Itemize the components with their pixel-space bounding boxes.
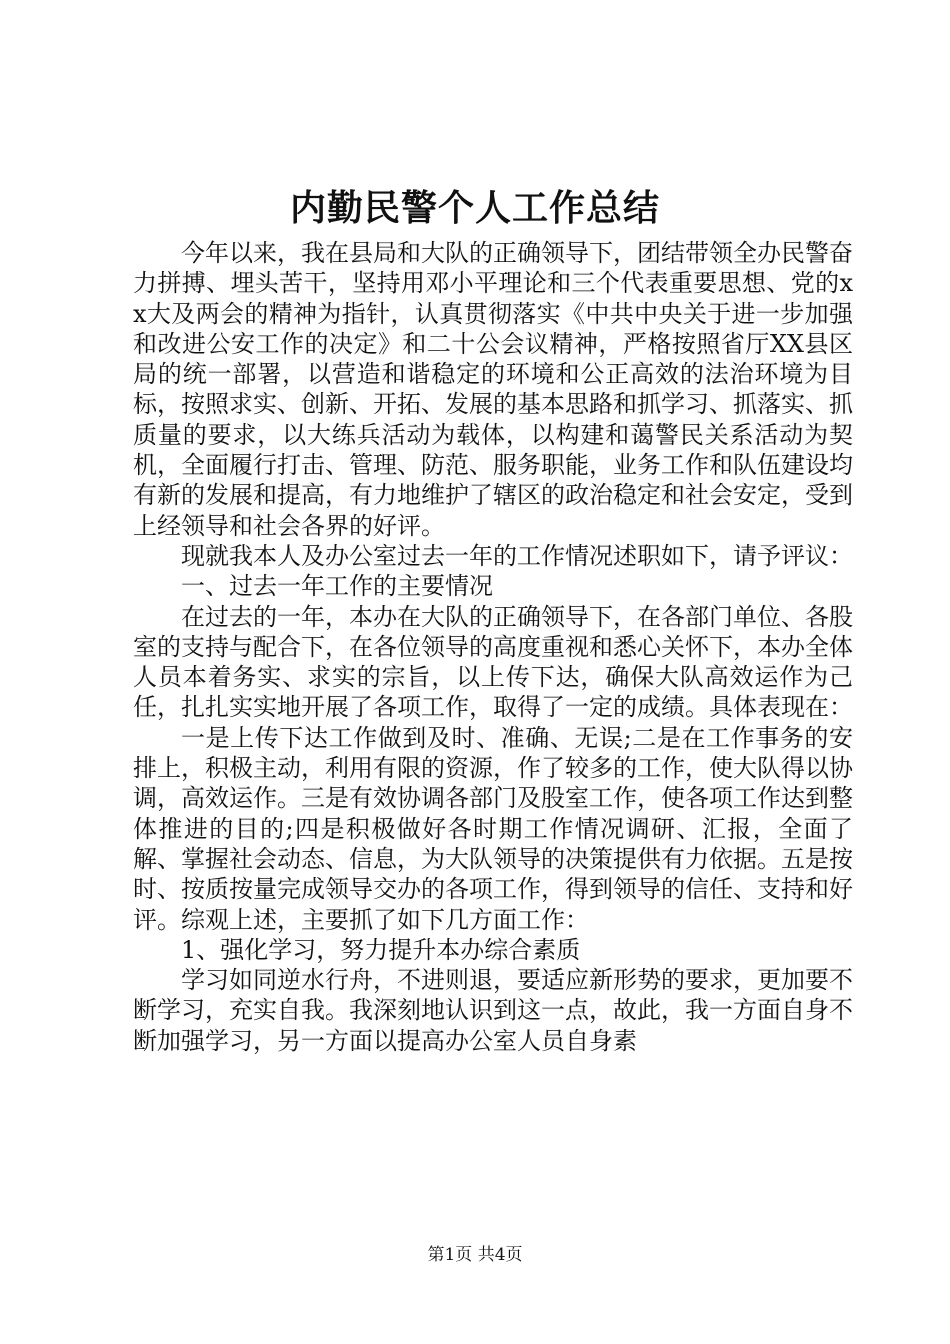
subsection-heading-1: 1、强化学习，努力提升本办综合素质 — [181, 935, 581, 964]
document-body — [133, 238, 853, 1056]
paragraph-intro: 今年以来，我在县局和大队的正确领导下，团结带领全办民警奋力拼搏、埋头苦干，坚持用邓小平理论和三个代表重要思想、党的xx大及两会的精神为指针，认真贯彻落实《中共中央关于进一步加强和改进公安工作的决定》和二十公会议精神，严格按照省厅XX县区局的统一部署，以营造和谐稳定的环境和公正高效的法治环境为目标，按照求实、创新、开拓、发展的基本思路和抓学习、抓落实、抓质量的要求，以大练兵活动为载体，以构建和蔼警民关系活动为契机，全面履行打击、管理、防范、服务职能，业务工作和队伍建设均有新的发展和提高，有力地维护了辖区的政治稳定和社会安定，受到上经领导和社会各界的好评。 — [133, 239, 853, 540]
section-heading-1: 一、过去一年工作的主要情况 — [181, 572, 493, 601]
paragraph-past-year: 在过去的一年，本办在大队的正确领导下，在各部门单位、各股室的支持与配合下，在各位领导的高度重视和悉心关怀下，本办全体人员本着务实、求实的宗旨，以上传下达，确保大队高效运作为己任，扎扎实实地开展了各项工作，取得了一定的成绩。具体表现在： — [133, 602, 853, 722]
paragraph-study: 学习如同逆水行舟，不进则退，要适应新形势的要求，更加要不断学习，充实自我。我深刻地认识到这一点，故此，我一方面自身不断加强学习，另一方面以提高办公室人员自身素 — [133, 966, 853, 1055]
document-title: 内勤民警个人工作总结 — [289, 187, 660, 229]
page-footer: 第1页 共4页 — [427, 1245, 523, 1265]
paragraph-report-request: 现就我本人及办公室过去一年的工作情况述职如下，请予评议： — [181, 541, 853, 570]
paragraph-achievements: 一是上传下达工作做到及时、准确、无误;二是在工作事务的安排上，积极主动，利用有限的资源，作了较多的工作，使大队得以协调，高效运作。三是有效协调各部门及股室工作，使各项工作达到整体推进的目的;四是积极做好各时期工作情况调研、汇报，全面了解、掌握社会动态、信息，为大队领导的决策提供有力依据。五是按时、按质按量完成领导交办的各项工作，得到领导的信任、支持和好评。综观上述，主要抓了如下几方面工作： — [133, 723, 853, 934]
